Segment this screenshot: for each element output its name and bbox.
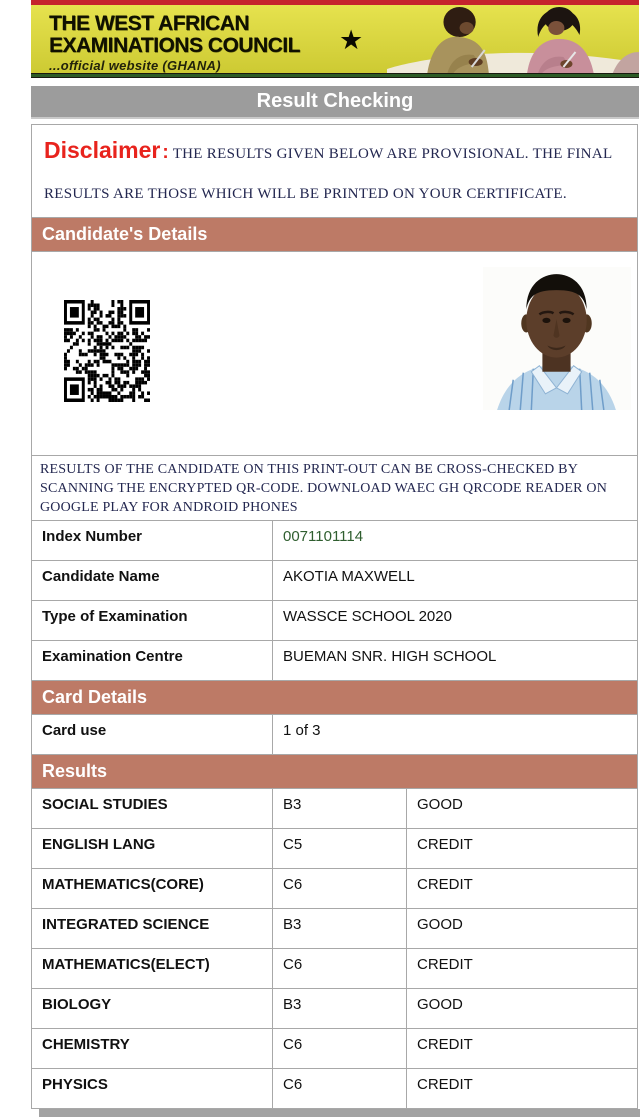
- qr-code-icon: [64, 300, 150, 402]
- waec-logo: [49, 13, 300, 73]
- interpretation-cell: CREDIT: [407, 829, 638, 869]
- grade-cell: C6: [273, 1029, 407, 1069]
- field-value: WASSCE SCHOOL 2020: [273, 601, 638, 641]
- org-name-line1: THE WEST AFRICAN: [49, 12, 250, 35]
- org-tagline: ...official website (GHANA): [49, 58, 221, 73]
- subject-cell: MATHEMATICS(CORE): [32, 869, 273, 909]
- subject-cell: INTEGRATED SCIENCE: [32, 909, 273, 949]
- field-value: BUEMAN SNR. HIGH SCHOOL: [273, 641, 638, 681]
- subject-cell: SOCIAL STUDIES: [32, 789, 273, 829]
- result-row: [32, 1069, 638, 1109]
- section-results: Results: [32, 755, 638, 789]
- disclaimer-block: [32, 125, 638, 218]
- grade-cell: C6: [273, 1069, 407, 1109]
- star-icon: ★: [339, 25, 364, 55]
- subject-cell: BIOLOGY: [32, 989, 273, 1029]
- org-name-line2: EXAMINATIONS COUNCIL: [49, 34, 300, 57]
- candidate-row: [32, 561, 638, 601]
- students-photo: [387, 5, 639, 73]
- candidate-details-table: [32, 521, 638, 681]
- card-row: [32, 715, 638, 755]
- field-label: Card use: [32, 715, 273, 755]
- bottom-shadow: [39, 1109, 640, 1117]
- grade-cell: B3: [273, 909, 407, 949]
- photo-panel: [32, 252, 638, 456]
- interpretation-cell: CREDIT: [407, 1029, 638, 1069]
- section-card-details: Card Details: [32, 681, 638, 715]
- result-sheet: [31, 124, 638, 1109]
- field-label: Type of Examination: [32, 601, 273, 641]
- disclaimer-separator: :: [162, 142, 169, 163]
- interpretation-cell: GOOD: [407, 909, 638, 949]
- result-row: [32, 909, 638, 949]
- field-value: 1 of 3: [273, 715, 638, 755]
- field-label: Examination Centre: [32, 641, 273, 681]
- result-row: [32, 869, 638, 909]
- interpretation-cell: GOOD: [407, 789, 638, 829]
- result-row: [32, 829, 638, 869]
- subject-cell: CHEMISTRY: [32, 1029, 273, 1069]
- field-label: Candidate Name: [32, 561, 273, 601]
- field-label: Index Number: [32, 521, 273, 561]
- subject-cell: ENGLISH LANG: [32, 829, 273, 869]
- interpretation-cell: CREDIT: [407, 949, 638, 989]
- page-title-bar: [31, 86, 639, 119]
- candidate-row: [32, 601, 638, 641]
- candidate-row: [32, 641, 638, 681]
- result-row: [32, 789, 638, 829]
- waec-banner: [31, 0, 639, 78]
- disclaimer-text: THE RESULTS GIVEN BELOW ARE PROVISIONAL. THE FINAL RESULTS ARE THOSE WHICH WILL BE PRINTED ON YOUR CERTIFICATE.: [44, 146, 612, 202]
- grade-cell: C6: [273, 869, 407, 909]
- results-table: [32, 789, 638, 1109]
- grade-cell: B3: [273, 789, 407, 829]
- banner-body: [31, 5, 639, 73]
- grade-cell: B3: [273, 989, 407, 1029]
- card-details-table: [32, 715, 638, 755]
- subject-cell: MATHEMATICS(ELECT): [32, 949, 273, 989]
- result-row: [32, 1029, 638, 1069]
- field-value: 0071101114: [273, 521, 638, 561]
- candidate-row: [32, 521, 638, 561]
- section-candidate-details: Candidate's Details: [32, 218, 638, 252]
- qr-note: RESULTS OF THE CANDIDATE ON THIS PRINT-OUT CAN BE CROSS-CHECKED BY SCANNING THE ENCRYPTED QR-CODE. DOWNLOAD WAEC GH QRCODE READER ON GOOGLE PLAY FOR ANDROID PHONES: [32, 456, 638, 521]
- subject-cell: PHYSICS: [32, 1069, 273, 1109]
- interpretation-cell: GOOD: [407, 989, 638, 1029]
- interpretation-cell: CREDIT: [407, 869, 638, 909]
- grade-cell: C6: [273, 949, 407, 989]
- result-row: [32, 989, 638, 1029]
- interpretation-cell: CREDIT: [407, 1069, 638, 1109]
- banner-bottom-stripe: [31, 73, 639, 78]
- field-value: AKOTIA MAXWELL: [273, 561, 638, 601]
- page-title: Result Checking: [256, 90, 414, 112]
- candidate-photo: [483, 267, 631, 410]
- result-row: [32, 949, 638, 989]
- disclaimer-label: Disclaimer: [44, 137, 161, 163]
- grade-cell: C5: [273, 829, 407, 869]
